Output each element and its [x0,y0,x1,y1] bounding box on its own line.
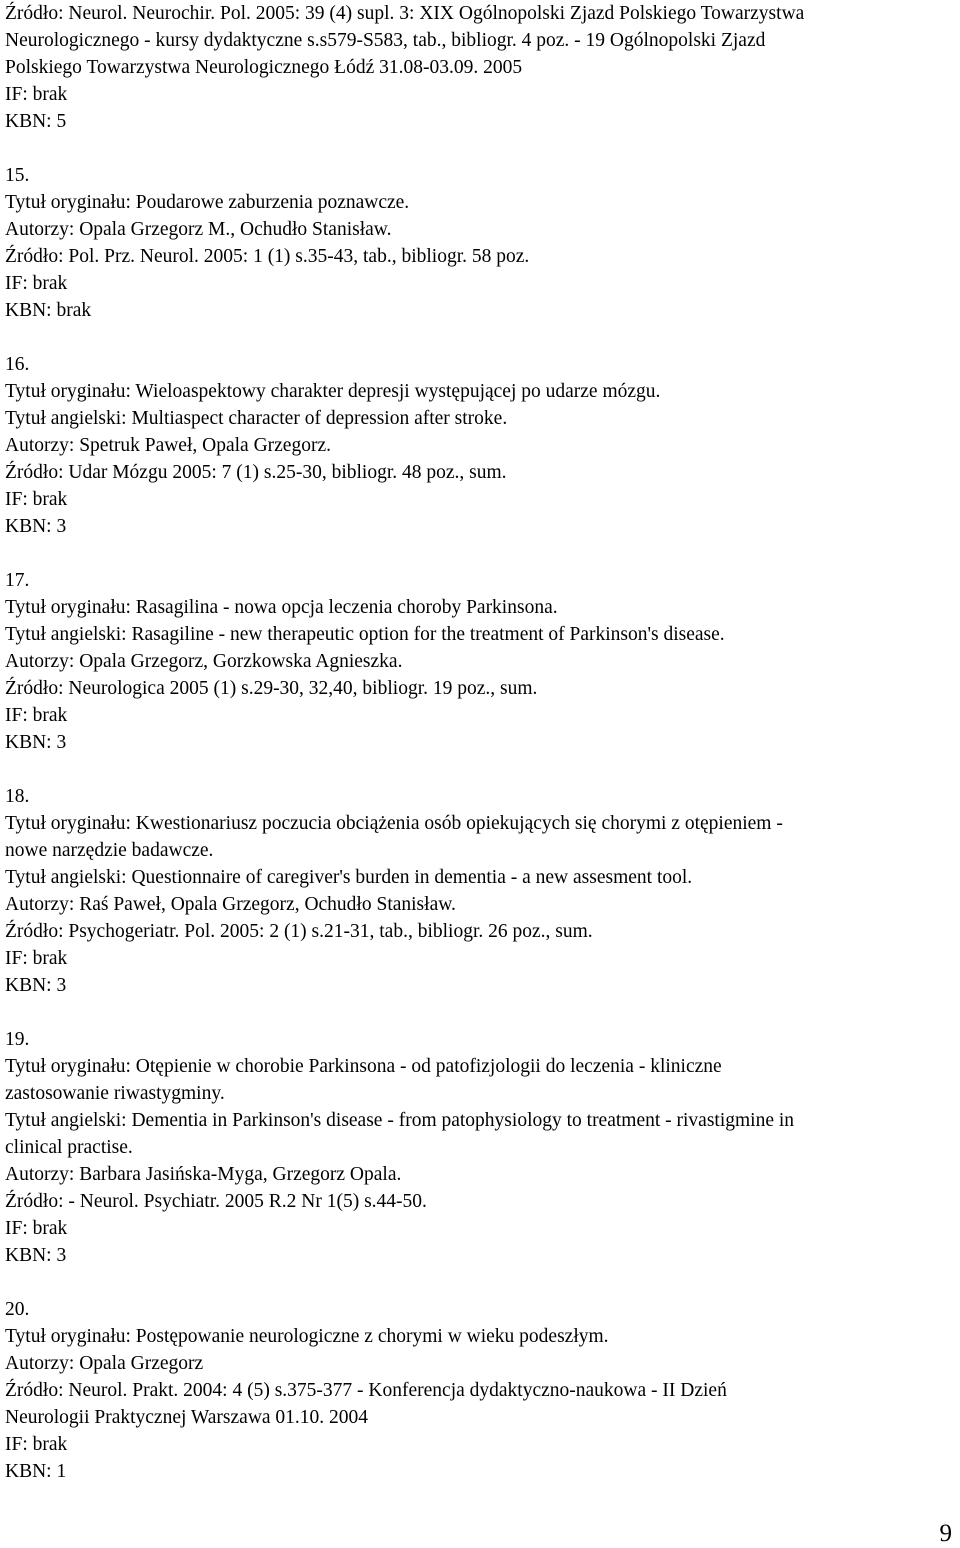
entry-title-english: clinical practise. [5,1137,133,1158]
entry-source: Polskiego Towarzystwa Neurologicznego Łódź 31.08-03.09. 2005 [5,57,523,78]
entry-authors: Autorzy: Spetruk Paweł, Opala Grzegorz. [5,435,331,456]
entry-19 [5,1026,950,1269]
entry-title-original: Tytuł oryginału: Poudarowe zaburzenia poznawcze. [5,192,410,213]
entry-title-original: Tytuł oryginału: Kwestionariusz poczucia obciążenia osób opiekujących się chorymi z otępieniem - [5,813,783,834]
entry-number: 16. [5,354,30,375]
entry-impact-factor: IF: brak [5,705,68,726]
entry-impact-factor: IF: brak [5,948,68,969]
entry-title-original: Tytuł oryginału: Otępienie w chorobie Parkinsona - od patofizjologii do leczenia - kliniczne [5,1056,722,1077]
entry-authors: Autorzy: Barbara Jasińska-Myga, Grzegorz Opala. [5,1164,402,1185]
entry-source: Źródło: Neurol. Prakt. 2004: 4 (5) s.375-377 - Konferencja dydaktyczno-naukowa - II Dzień [5,1380,727,1401]
entry-source: Neurologicznego - kursy dydaktyczne s.s579-S583, tab., bibliogr. 4 poz. - 19 Ogólnopolski Zjazd [5,30,766,51]
entry-20 [5,1296,950,1485]
entry-kbn-score: KBN: 3 [5,516,67,537]
entry-title-english: Tytuł angielski: Multiaspect character of depression after stroke. [5,408,508,429]
entry-number: 18. [5,786,30,807]
entry-number: 15. [5,165,30,186]
entry-source: Źródło: Neurologica 2005 (1) s.29-30, 32,40, bibliogr. 19 poz., sum. [5,678,538,699]
entry-title-original: Tytuł oryginału: Postępowanie neurologiczne z chorymi w wieku podeszłym. [5,1326,609,1347]
entry-impact-factor: IF: brak [5,84,68,105]
entry-number: 20. [5,1299,30,1320]
document-body [5,0,950,1485]
entry-source: Źródło: - Neurol. Psychiatr. 2005 R.2 Nr 1(5) s.44-50. [5,1191,427,1212]
entry-number: 19. [5,1029,30,1050]
entry-impact-factor: IF: brak [5,1218,68,1239]
entry-source: Źródło: Psychogeriatr. Pol. 2005: 2 (1) s.21-31, tab., bibliogr. 26 poz., sum. [5,921,593,942]
entry-impact-factor: IF: brak [5,273,68,294]
entry-title-original: nowe narzędzie badawcze. [5,840,214,861]
entry-18 [5,783,950,999]
entry-title-original: zastosowanie riwastygminy. [5,1083,225,1104]
entry-source: Źródło: Udar Mózgu 2005: 7 (1) s.25-30, bibliogr. 48 poz., sum. [5,462,507,483]
entry-kbn-score: KBN: 1 [5,1461,67,1482]
entry-title-original: Tytuł oryginału: Wieloaspektowy charakter depresji występującej po udarze mózgu. [5,381,661,402]
entry-kbn-score: KBN: brak [5,300,92,321]
entry-title-english: Tytuł angielski: Dementia in Parkinson's disease - from patophysiology to treatment - rivastigmine in [5,1110,795,1131]
entry-impact-factor: IF: brak [5,489,68,510]
entry-title-english: Tytuł angielski: Questionnaire of caregiver's burden in dementia - a new assesment tool. [5,867,693,888]
entry-kbn-score: KBN: 5 [5,111,67,132]
entry-kbn-score: KBN: 3 [5,975,67,996]
entry-title-original: Tytuł oryginału: Rasagilina - nowa opcja leczenia choroby Parkinsona. [5,597,558,618]
entry-14-tail [5,0,950,135]
entry-number: 17. [5,570,30,591]
entry-title-english: Tytuł angielski: Rasagiline - new therapeutic option for the treatment of Parkinson's disease. [5,624,725,645]
entry-source: Neurologii Praktycznej Warszawa 01.10. 2004 [5,1407,369,1428]
entry-15 [5,162,950,324]
entry-16 [5,351,950,540]
entry-17 [5,567,950,756]
entry-authors: Autorzy: Opala Grzegorz [5,1353,204,1374]
entry-source: Źródło: Pol. Prz. Neurol. 2005: 1 (1) s.35-43, tab., bibliogr. 58 poz. [5,246,530,267]
entry-source: Źródło: Neurol. Neurochir. Pol. 2005: 39 (4) supl. 3: XIX Ogólnopolski Zjazd Polskiego Towarzystwa [5,3,805,24]
entry-authors: Autorzy: Raś Paweł, Opala Grzegorz, Ochudło Stanisław. [5,894,456,915]
entry-kbn-score: KBN: 3 [5,1245,67,1266]
entry-authors: Autorzy: Opala Grzegorz M., Ochudło Stanisław. [5,219,392,240]
entry-kbn-score: KBN: 3 [5,732,67,753]
entry-authors: Autorzy: Opala Grzegorz, Gorzkowska Agnieszka. [5,651,403,672]
page-number: 9 [939,1520,952,1547]
entry-impact-factor: IF: brak [5,1434,68,1455]
